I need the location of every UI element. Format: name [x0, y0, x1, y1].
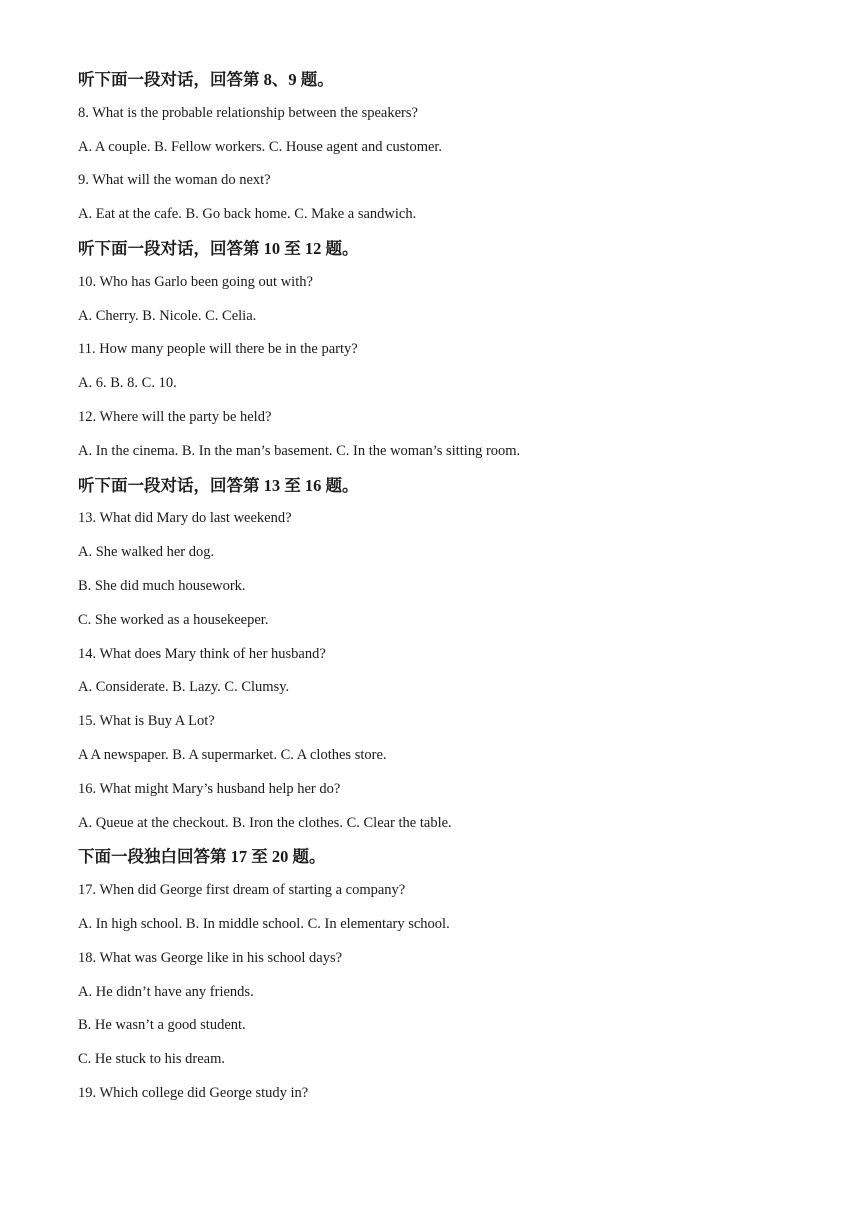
options-16: A. Queue at the checkout. B. Iron the clothes. C. Clear the table. [78, 814, 452, 831]
section-heading-q8-9: 听下面一段对话，回答第 8、9 题。 [78, 70, 334, 89]
question-11: 11. How many people will there be in the party? [78, 341, 358, 358]
option-13-c: C. She worked as a housekeeper. [78, 611, 269, 628]
question-13: 13. What did Mary do last weekend? [78, 510, 292, 527]
question-15: 15. What is Buy A Lot? [78, 713, 215, 730]
option-13-b: B. She did much housework. [78, 577, 246, 594]
question-9: 9. What will the woman do next? [78, 172, 271, 189]
question-12: 12. Where will the party be held? [78, 408, 272, 425]
section-heading-q17-20: 下面一段独白回答第 17 至 20 题。 [78, 847, 326, 867]
options-12: A. In the cinema. B. In the man’s basement. C. In the woman’s sitting room. [78, 442, 521, 459]
question-10: 10. Who has Garlo been going out with? [78, 273, 313, 290]
options-8: A. A couple. B. Fellow workers. C. House agent and customer. [78, 138, 443, 155]
options-17: A. In high school. B. In middle school. C. In elementary school. [78, 915, 450, 932]
question-8: 8. What is the probable relationship between the speakers? [78, 104, 418, 121]
question-16: 16. What might Mary’s husband help her do? [78, 780, 341, 797]
options-11: A. 6. B. 8. C. 10. [78, 375, 177, 392]
question-18: 18. What was George like in his school days? [78, 949, 343, 966]
document-page [78, 70, 798, 1118]
question-19: 19. Which college did George study in? [78, 1084, 309, 1101]
section-heading-q10-12: 听下面一段对话，回答第 10 至 12 题。 [78, 238, 359, 258]
option-13-a: A. She walked her dog. [78, 544, 215, 561]
options-14: A. Considerate. B. Lazy. C. Clumsy. [78, 679, 290, 696]
option-18-b: B. He wasn’t a good student. [78, 1017, 246, 1034]
option-18-a: A. He didn’t have any friends. [78, 983, 254, 1000]
options-10: A. Cherry. B. Nicole. C. Celia. [78, 307, 257, 324]
options-15: A A newspaper. B. A supermarket. C. A clothes store. [78, 746, 387, 763]
section-heading-q13-16: 听下面一段对话，回答第 13 至 16 题。 [78, 475, 359, 495]
options-9: A. Eat at the cafe. B. Go back home. C. Make a sandwich. [78, 206, 417, 223]
question-17: 17. When did George first dream of starting a company? [78, 882, 406, 899]
option-18-c: C. He stuck to his dream. [78, 1051, 225, 1068]
question-14: 14. What does Mary think of her husband? [78, 645, 326, 662]
